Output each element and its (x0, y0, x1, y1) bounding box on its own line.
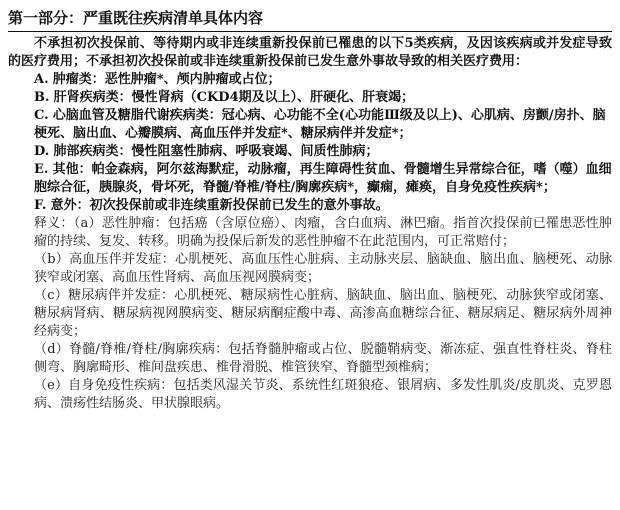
definition-text: （c）糖尿病伴并发症：心肌梗死、糖尿病性心脏病、脑缺血、脑出血、脑梗死、动脉狭窄或闭塞、糖尿病肾病、糖尿病视网膜病变、糖尿病酮症酸中毒、高渗高血糖综合征、糖尿病足、糖尿病外周神经病变； (34, 288, 612, 339)
category-item-c (8, 107, 612, 143)
category-text: 其他：帕金森病，阿尔兹海默症，动脉瘤，再生障碍性贫血、骨髓增生异常综合征，嗜（噬）血细胞综合征，胰腺炎，骨坏死，脊髓/脊椎/脊柱/胸廓疾病*，癫痫，瘫痪，自身免疫性疾病*； (34, 162, 612, 195)
definition-text: （d）脊髓/脊椎/脊柱/胸廓疾病：包括脊髓肿瘤或占位、脱髓鞘病变、渐冻症、强直性脊柱炎、脊柱侧弯、胸廓畸形、椎间盘疾患、椎骨滑脱、椎管狭窄、脊髓型颈椎病； (34, 342, 612, 375)
document-body (8, 35, 612, 413)
definition-item-d (8, 341, 612, 377)
category-marker: E. (34, 162, 49, 177)
category-item-b (8, 89, 612, 107)
definition-item-e (8, 377, 612, 413)
category-marker: C. (34, 108, 49, 123)
disease-category-list (8, 71, 612, 215)
category-item-e (8, 161, 612, 197)
category-item-f (8, 197, 612, 215)
definition-text: （b）高血压伴并发症：心肌梗死、高血压性心脏病、主动脉夹层、脑缺血、脑出血、脑梗死、动脉狭窄或闭塞、高血压性肾病、高血压视网膜病变； (34, 252, 612, 285)
category-item-a (8, 71, 612, 89)
definition-label: 释义： (34, 216, 74, 231)
heading-underline (8, 31, 612, 32)
category-marker: F. (34, 198, 47, 213)
category-text: 意外：初次投保前或非连续重新投保前已发生的意外事故。 (50, 198, 389, 213)
definition-item-b (8, 251, 612, 287)
definition-text: （a）恶性肿瘤：包括癌（含原位癌）、肉瘤，含白血病、淋巴瘤。指首次投保前已罹患恶性肿瘤的持续、复发、转移。明确为投保后新发的恶性肿瘤不在此范围内，可正常赔付； (34, 216, 612, 249)
definition-item-c (8, 287, 612, 341)
section-heading: 第一部分：严重既往疾病清单具体内容 (8, 9, 264, 27)
category-marker: A. (34, 72, 49, 87)
category-text: 肺部疾病类：慢性阻塞性肺病、呼吸衰竭、间质性肺病； (53, 144, 379, 159)
category-text: 肝肾疾病类：慢性肾病（CKD4期及以上）、肝硬化、肝衰竭； (53, 90, 415, 105)
definition-item-a (8, 215, 612, 251)
category-marker: D. (34, 144, 50, 159)
category-text: 肿瘤类：恶性肿瘤*、颅内肿瘤或占位； (52, 72, 281, 87)
category-text: 心脑血管及糖脂代谢疾病类：冠心病、心功能不全(心功能Ⅲ级及以上)、心肌病、房颤/房扑、脑梗死、脑出血、心瓣膜病、高血压伴并发症*、糖尿病伴并发症*； (34, 108, 606, 141)
definition-text: （e）自身免疫性疾病：包括类风湿关节炎、系统性红斑狼疮、银屑病、多发性肌炎/皮肌炎、克罗恩病、溃疡性结肠炎、甲状腺眼病。 (34, 378, 612, 411)
category-marker: B. (34, 90, 50, 105)
intro-paragraph: 不承担初次投保前、等待期内或非连续重新投保前已罹患的以下5类疾病，及因该疾病或并发症导致的医疗费用；不承担初次投保前或非连续重新投保前已发生意外事故导致的相关医疗费用： (8, 36, 612, 69)
definitions-block (8, 215, 612, 413)
category-item-d (8, 143, 612, 161)
